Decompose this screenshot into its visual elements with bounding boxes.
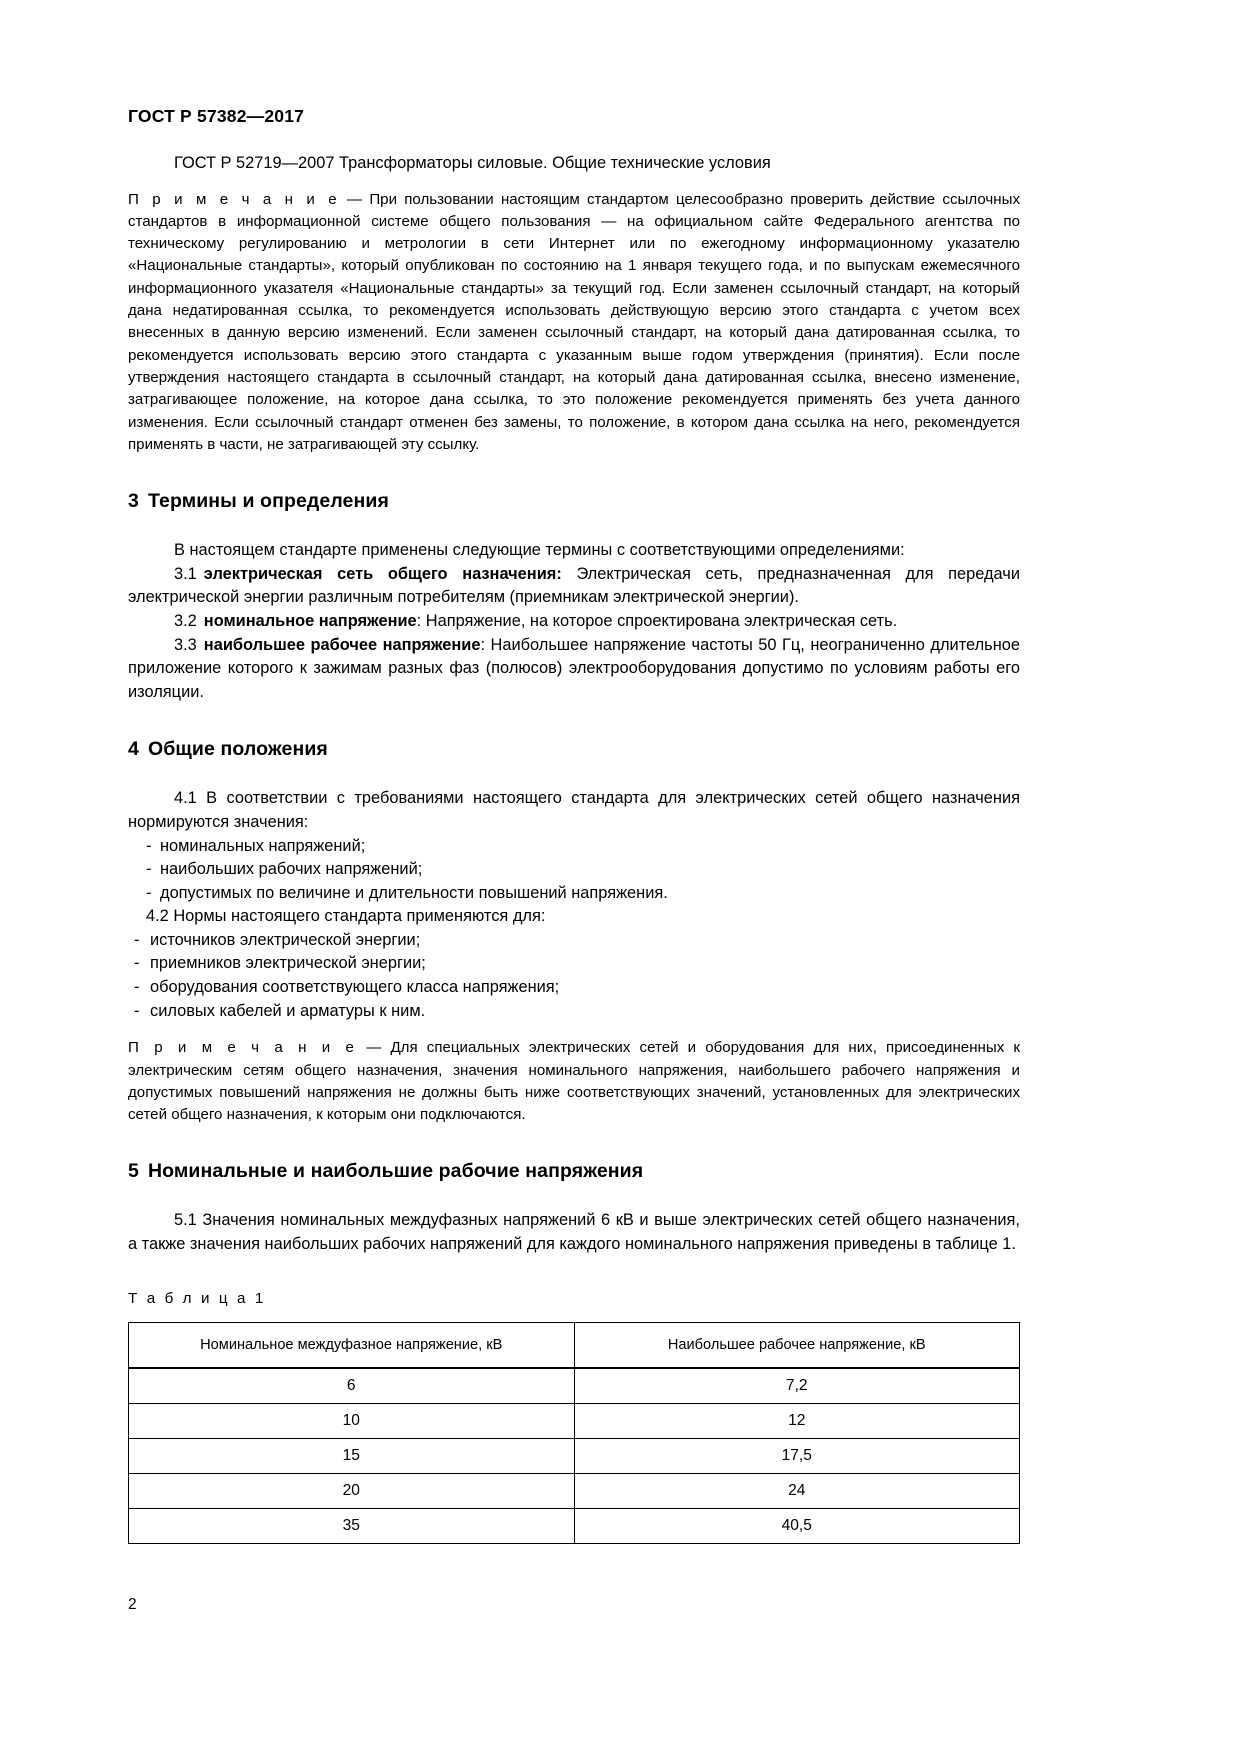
term-3-1-number: 3.1 — [174, 564, 197, 583]
note-label: П р и м е ч а н и е — [128, 1039, 358, 1057]
note-special-networks — [128, 1037, 1020, 1126]
table-cell-max: 17,5 — [574, 1439, 1020, 1474]
section-5-heading — [128, 1160, 1020, 1183]
table-header-max-operating-voltage: Наибольшее рабочее напряжение, кВ — [574, 1323, 1020, 1369]
list-item: - источников электрической энергии; — [128, 929, 1020, 953]
table-cell-nominal: 10 — [129, 1404, 575, 1439]
table-cell-nominal: 35 — [129, 1509, 575, 1544]
paragraph-4-1: 4.1 В соответствии с требованиями настоящего стандарта для электрических сетей общего назначения нормируются значения: — [128, 789, 1020, 831]
note-dash: — — [357, 1039, 391, 1057]
term-3-3-name: наибольшее рабочее напряжение — [203, 635, 481, 654]
note-label: П р и м е ч а н и е — [128, 190, 340, 208]
note-reference-standards — [128, 189, 1020, 457]
section-4-heading — [128, 738, 1020, 761]
term-3-1-definition: Электрическая сеть, предназначенная для передачи электрической энергии различным потребителям (приемникам электрической энергии). — [128, 564, 1020, 607]
table-cell-nominal: 6 — [129, 1368, 575, 1404]
term-3-1 — [128, 563, 1020, 610]
list-4-2 — [128, 929, 1020, 1023]
section-4-title: Общие положения — [147, 738, 328, 761]
term-3-2-definition: : Напряжение, на которое спроектирована электрическая сеть. — [416, 611, 898, 630]
table-cell-nominal: 15 — [129, 1439, 575, 1474]
table-row — [129, 1474, 1020, 1509]
table-header-row — [129, 1323, 1020, 1369]
table-cell-max: 7,2 — [574, 1368, 1020, 1404]
note-text: Для специальных электрических сетей и оборудования для них, присоединенных к электрическим сетям общего назначения, значения номинального напряжения, наибольшего рабочего напряжения и допустимых повышений напряжения не должны быть ниже соответствующих значений, установленных для электрических сетей общего назначения, к которым они подключаются. — [128, 1039, 1021, 1124]
table-cell-max: 24 — [574, 1474, 1020, 1509]
paragraph-4-2: 4.2 Нормы настоящего стандарта применяются для: — [146, 907, 546, 926]
term-3-1-name: электрическая сеть общего назначения: — [203, 564, 562, 583]
table-caption: Т а б л и ц а 1 — [128, 1289, 266, 1307]
term-3-2-number: 3.2 — [174, 611, 197, 630]
document-body — [128, 152, 1020, 1544]
term-3-3 — [128, 634, 1020, 705]
section-5-title: Номинальные и наибольшие рабочие напряжения — [147, 1160, 644, 1183]
running-head: ГОСТ Р 57382—2017 — [128, 106, 305, 126]
table-cell-nominal: 20 — [129, 1474, 575, 1509]
table-row — [129, 1404, 1020, 1439]
section-3-intro: В настоящем стандарте применены следующие термины с соответствующими определениями: — [174, 541, 905, 560]
table-header-nominal-voltage: Номинальное междуфазное напряжение, кВ — [129, 1323, 575, 1369]
list-item: - допустимых по величине и длительности повышений напряжения. — [128, 882, 1020, 906]
paragraph-5-1: 5.1 Значения номинальных междуфазных напряжений 6 кВ и выше электрических сетей общего назначения, а также значения наибольших рабочих напряжений для каждого номинального напряжения приведены в таблице 1. — [128, 1211, 1020, 1254]
term-3-2 — [128, 610, 1020, 634]
term-3-3-number: 3.3 — [174, 635, 197, 654]
section-4-number: 4 — [128, 738, 139, 761]
section-3-number: 3 — [128, 490, 139, 513]
list-item: - приемников электрической энергии; — [128, 952, 1020, 976]
note-text: При пользовании настоящим стандартом целесообразно проверить действие ссылочных стандартов в информационной системе общего пользования — на официальном сайте Федерального агентства по техническому регулированию и метрологии в сети Интернет или по ежегодному информационному указателю «Национальные стандарты», который опубликован по состоянию на 1 января текущего года, и по выпускам ежемесячного информационного указателя «Национальные стандарты» за текущий год. Если заменен ссылочный стандарт, на который дана недатированная ссылка, то рекомендуется использовать действующую версию этого стандарта с учетом всех внесенных в данную версию изменений. Если заменен ссылочный стандарт, на который дана датированная ссылка, то рекомендуется использовать версию этого стандарта с указанным выше годом утверждения (принятия). Если после утверждения настоящего стандарта в ссылочный стандарт, на который дана датированная ссылка, внесено изменение, затрагивающее положение, на которое дана ссылка, то это положение рекомендуется применять без учета данного изменения. Если ссылочный стандарт отменен без замены, то положение, в котором дана ссылка на него, рекомендуется применять в части, не затрагивающей эту ссылку. — [128, 190, 1020, 453]
table-row — [129, 1439, 1020, 1474]
section-3-heading — [128, 490, 1020, 513]
voltage-table — [128, 1322, 1020, 1544]
term-3-3-definition: : Наибольшее напряжение частоты 50 Гц, неограниченно длительное приложение которого к зажимам разных фаз (полюсов) электрооборудования допустимо по условиям работы его изоляции. — [128, 635, 1020, 701]
section-5-number: 5 — [128, 1160, 139, 1183]
list-item: - наибольших рабочих напряжений; — [128, 858, 1020, 882]
note-dash: — — [339, 190, 370, 208]
table-row — [129, 1509, 1020, 1544]
reference-standard-line: ГОСТ Р 52719—2007 Трансформаторы силовые. Общие технические условия — [174, 154, 771, 172]
list-item: - номинальных напряжений; — [128, 835, 1020, 859]
section-3-title: Термины и определения — [147, 490, 389, 513]
list-4-1 — [128, 835, 1020, 906]
table-cell-max: 40,5 — [574, 1509, 1020, 1544]
list-item: - силовых кабелей и арматуры к ним. — [128, 1000, 1020, 1024]
table-row — [129, 1368, 1020, 1404]
term-3-2-name: номинальное напряжение — [203, 611, 417, 630]
list-item: - оборудования соответствующего класса напряжения; — [128, 976, 1020, 1000]
table-cell-max: 12 — [574, 1404, 1020, 1439]
page-number: 2 — [128, 1596, 137, 1613]
